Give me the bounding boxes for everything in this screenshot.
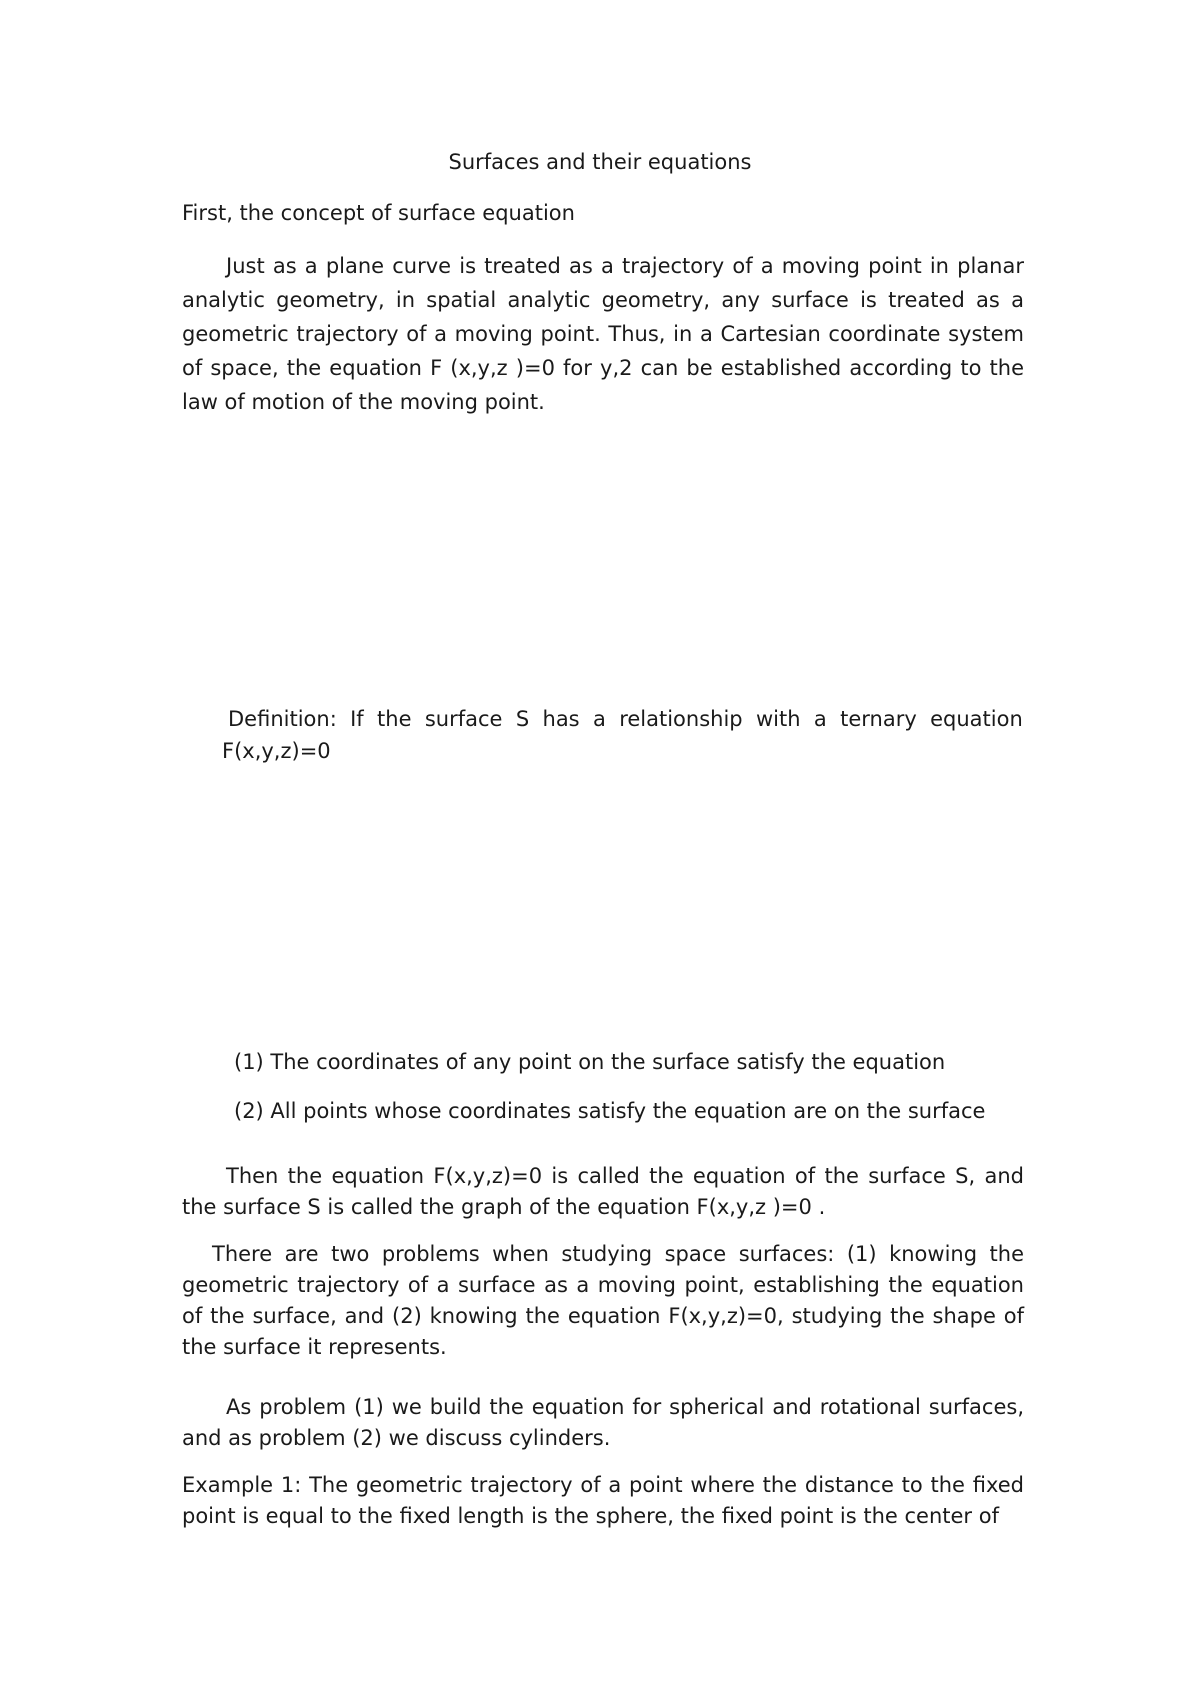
example-paragraph: Example 1: The geometric trajectory of a point where the distance to the fixed point is equal to the fixed length is the sphere, the fixed point is the center of xyxy=(182,1473,1024,1528)
condition-2: (2) All points whose coordinates satisfy the equation are on the surface xyxy=(234,1099,986,1123)
definition-line-1: Definition: If the surface S has a relationship with a ternary equation xyxy=(228,707,1023,731)
definition-line-2: F(x,y,z)=0 xyxy=(222,739,331,763)
page-title: Surfaces and their equations xyxy=(448,150,752,174)
then-paragraph: Then the equation F(x,y,z)=0 is called the equation of the surface S, and the surface S is called the graph of the equation F(x,y,z )=0 . xyxy=(182,1164,1024,1219)
as-problem-paragraph: As problem (1) we build the equation for spherical and rotational surfaces, and as problem (2) we discuss cylinders. xyxy=(182,1395,1024,1450)
section-heading: First, the concept of surface equation xyxy=(182,201,575,225)
problems-paragraph: There are two problems when studying space surfaces: (1) knowing the geometric trajectory of a surface as a moving point, establishing the equation of the surface, and (2) knowing the equation F(x,y,z)=0, studying the shape of the surface it represents. xyxy=(182,1242,1024,1359)
intro-paragraph: Just as a plane curve is treated as a trajectory of a moving point in planar analytic geometry, in spatial analytic geometry, any surface is treated as a geometric trajectory of a moving point. Thus, in a Cartesian coordinate system of space, the equation F (x,y,z )=0 for y,2 can be established according to the law of motion of the moving point. xyxy=(182,254,1024,414)
condition-1: (1) The coordinates of any point on the surface satisfy the equation xyxy=(234,1050,946,1074)
